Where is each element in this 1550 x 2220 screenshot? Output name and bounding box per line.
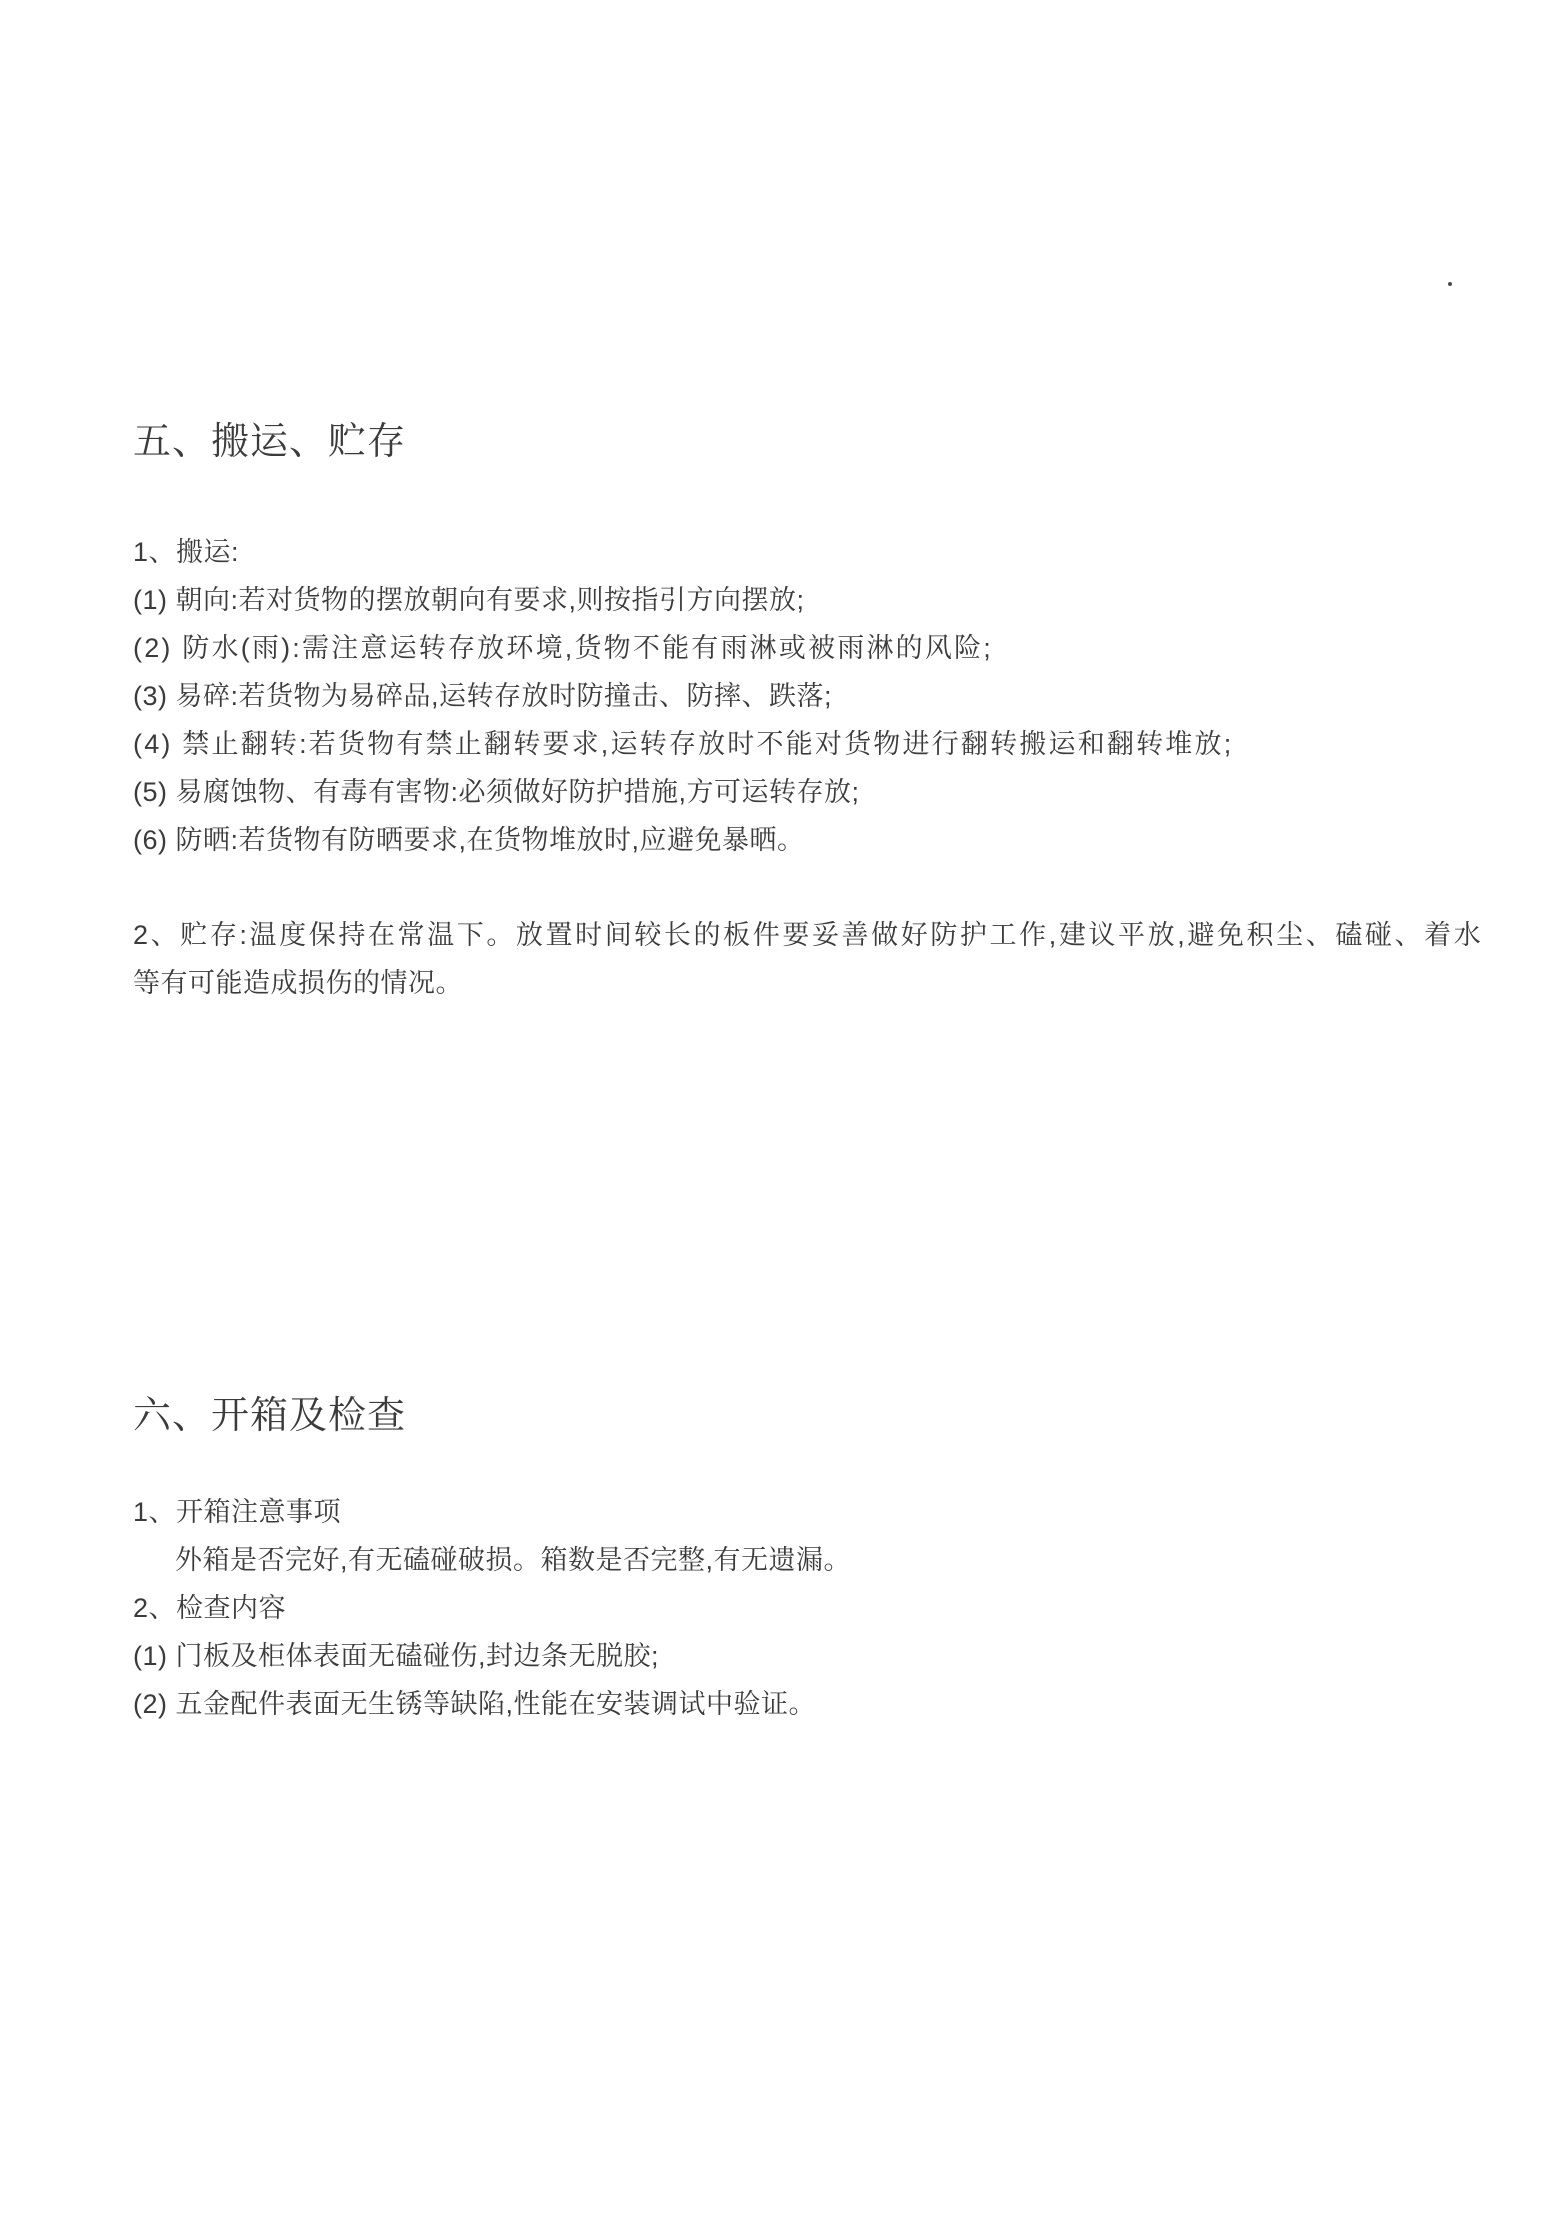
storage-paragraph-line-2: 等有可能造成损伤的情况。	[133, 968, 463, 998]
handling-item-1: (1) 朝向:若对货物的摆放朝向有要求,则按指引方向摆放;	[133, 585, 805, 615]
inspection-content-title: 2、检查内容	[133, 1593, 287, 1623]
storage-paragraph-line-1: 2、贮存:温度保持在常温下。放置时间较长的板件要妥善做好防护工作,建议平放,避免积尘、磕碰、着水	[133, 920, 1484, 950]
section5-storage-paragraph	[133, 911, 1483, 1007]
inspection-item-1: (1) 门板及柜体表面无磕碰伤,封边条无脱胶;	[133, 1641, 660, 1671]
handling-item-4: (4) 禁止翻转:若货物有禁止翻转要求,运转存放时不能对货物进行翻转搬运和翻转堆放;	[133, 729, 1234, 759]
stray-ink-dot	[1448, 282, 1452, 286]
handling-item-6: (6) 防晒:若货物有防晒要求,在货物堆放时,应避免暴晒。	[133, 825, 805, 855]
handling-item-5: (5) 易腐蚀物、有毒有害物:必须做好防护措施,方可运转存放;	[133, 777, 860, 807]
inspection-item-2: (2) 五金配件表面无生锈等缺陷,性能在安装调试中验证。	[133, 1689, 817, 1719]
section5-handling-list	[133, 528, 1233, 864]
unboxing-notes-text: 外箱是否完好,有无磕碰破损。箱数是否完整,有无遗漏。	[175, 1545, 852, 1575]
unboxing-notes-title: 1、开箱注意事项	[133, 1497, 342, 1527]
section6-heading: 六、开箱及检查	[133, 1395, 407, 1437]
handling-item-3: (3) 易碎:若货物为易碎品,运转存放时防撞击、防摔、跌落;	[133, 681, 833, 711]
handling-item-2: (2) 防水(雨):需注意运转存放环境,货物不能有雨淋或被雨淋的风险;	[133, 633, 993, 663]
handling-title: 1、搬运:	[133, 537, 240, 567]
section5-heading: 五、搬运、贮存	[133, 421, 407, 463]
section6-content	[133, 1488, 851, 1728]
